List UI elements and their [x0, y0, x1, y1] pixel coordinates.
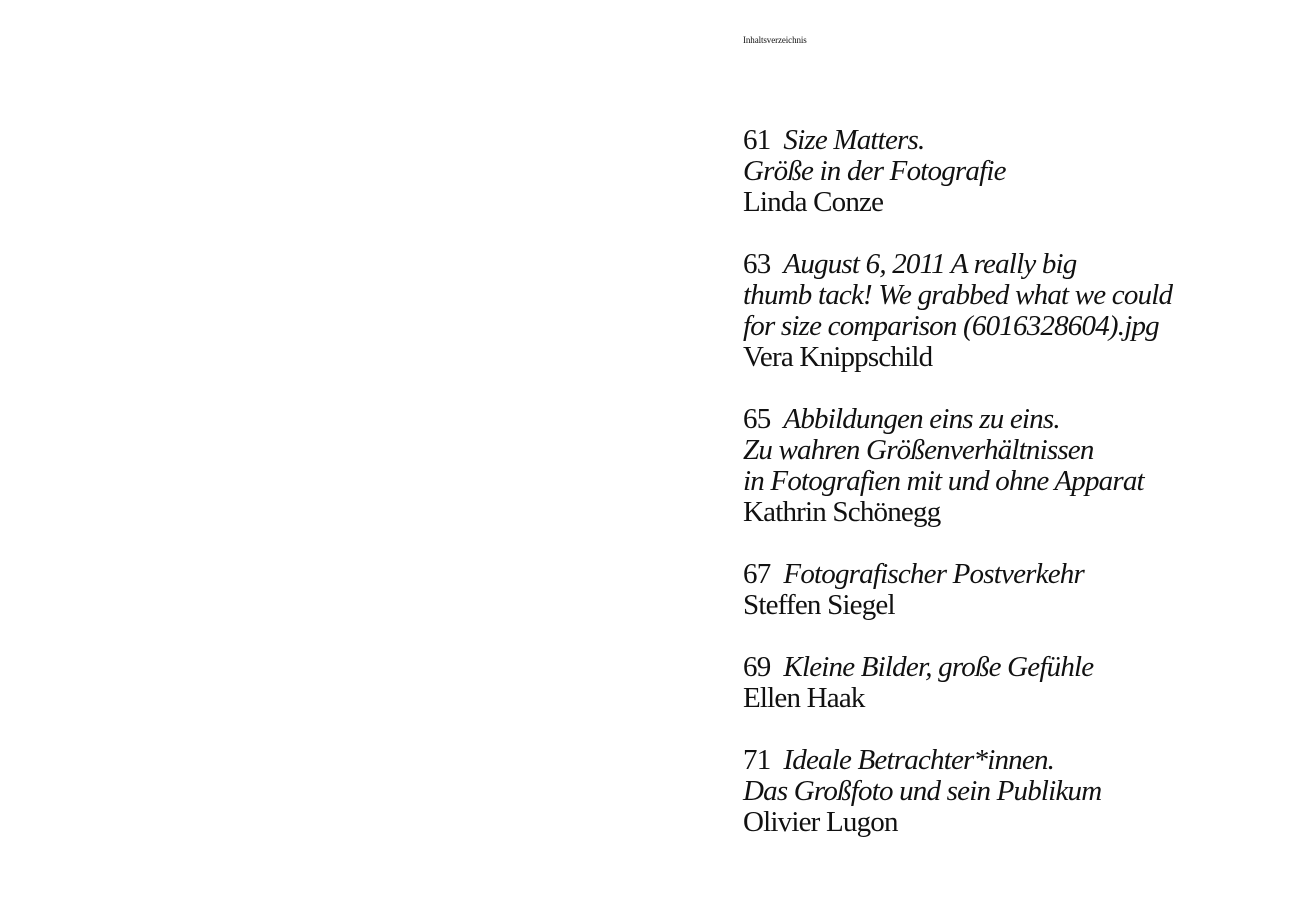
toc-title: Kleine Bilder, große Gefühle: [783, 651, 1094, 683]
toc-page-number: 67: [743, 558, 771, 590]
toc-entry-1[interactable]: [743, 125, 1263, 218]
toc-page-number: 69: [743, 651, 771, 683]
toc-author: Vera Knippschild: [743, 341, 933, 373]
toc-page-number: 61: [743, 124, 771, 156]
toc-author: Linda Conze: [743, 186, 884, 218]
toc-title: Ideale Betrachter*innen. Das Großfoto und sein Publikum: [743, 744, 1102, 807]
toc-author: Olivier Lugon: [743, 806, 898, 838]
toc-page-number: 63: [743, 248, 771, 280]
toc-title: Fotografischer Postverkehr: [783, 558, 1084, 590]
toc-author: Steffen Siegel: [743, 589, 895, 621]
right-page: [651, 0, 1303, 907]
toc-title: August 6, 2011 A really big thumb tack! We grabbed what we could for size comparison (6016328604).jpg: [743, 248, 1173, 342]
left-page-blank: [0, 0, 651, 907]
toc-page-number: 65: [743, 403, 771, 435]
table-of-contents: [743, 125, 1263, 838]
toc-entry-6[interactable]: [743, 745, 1263, 838]
toc-entry-5[interactable]: [743, 652, 1263, 714]
toc-entry-4[interactable]: [743, 559, 1263, 621]
running-head: Inhaltsverzeichnis: [743, 35, 807, 45]
toc-title: Abbildungen eins zu eins. Zu wahren Größenverhältnissen in Fotografien mit und ohne Apparat: [743, 403, 1144, 497]
toc-entry-2[interactable]: [743, 249, 1263, 373]
toc-page-number: 71: [743, 744, 771, 776]
toc-author: Ellen Haak: [743, 682, 865, 714]
toc-entry-3[interactable]: [743, 404, 1263, 528]
toc-author: Kathrin Schönegg: [743, 496, 941, 528]
toc-title: Size Matters. Größe in der Fotografie: [743, 124, 1006, 187]
